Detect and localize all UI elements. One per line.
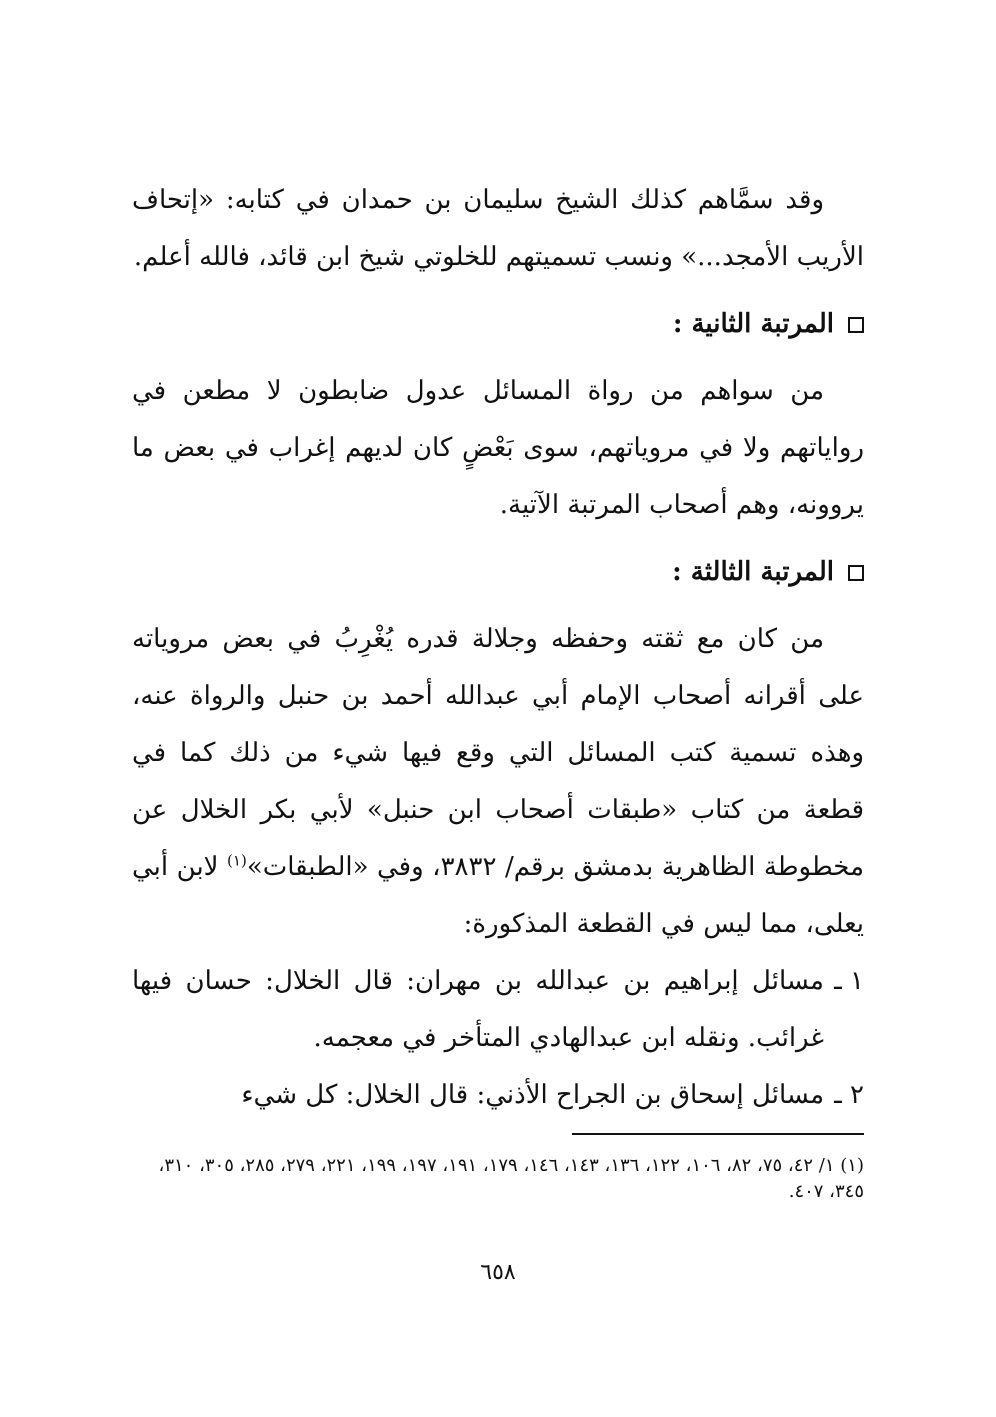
paragraph-1: وقد سمَّاهم كذلك الشيخ سليمان بن حمدان في كتابه: «إتحاف الأريب الأمجد...» ونسب تسميتهم للخلوتي شيخ ابن قائد، فالله أعلم. — [132, 185, 864, 272]
list-item-number: ٢ ـ — [834, 1080, 864, 1110]
list-item-number: ١ ـ — [834, 966, 864, 996]
square-bullet-icon — [848, 317, 864, 333]
main-text — [132, 172, 864, 1124]
paragraph-3 — [132, 611, 864, 953]
page-number: ٦٥٨ — [480, 1260, 516, 1285]
list-item-text: مسائل إبراهيم بن عبدالله بن مهران: قال الخلال: حسان فيها غرائب. ونقله ابن عبدالهادي المتأخر في معجمه. — [132, 966, 824, 1053]
paragraph-3-text-b: لابن أبي يعلى، مما ليس في القطعة المذكورة: — [132, 852, 864, 939]
heading-rank-two — [132, 296, 864, 353]
list-item-text: مسائل إسحاق بن الجراح الأذني: قال الخلال: كل شيء — [241, 1080, 824, 1110]
list-item — [132, 953, 864, 1067]
footnote-text: (١) ١/ ٤٢، ٧٥، ٨٢، ١٠٦، ١٢٢، ١٣٦، ١٤٣، ١٤٦، ١٧٩، ١٩١، ١٩٧، ١٩٩، ٢٢١، ٢٧٩، ٢٨٥، ٣٠٥، ٣١٠، ٣٤٥، ٤٠٧. — [158, 1155, 864, 1202]
paragraph-2: من سواهم من رواة المسائل عدول ضابطون لا مطعن في رواياتهم ولا في مروياتهم، سوى بَعْضٍ كان لديهم إغراب في بعض ما يروونه، وهم أصحاب المرتبة الآتية. — [132, 376, 864, 520]
square-bullet-icon — [848, 565, 864, 581]
footnote-separator — [572, 1133, 864, 1135]
list-item — [132, 1067, 864, 1124]
heading-rank-three-label: المرتبة الثالثة : — [672, 557, 834, 587]
paragraph-3-text-a: من كان مع ثقته وحفظه وجلالة قدره يُغْرِبُ في بعض مروياته على أقرانه أصحاب الإمام أبي عبدالله أحمد بن حنبل والرواة عنه، وهذه تسمية كتب المسائل التي وقع فيها شيء من ذلك كما في قطعة من كتاب «طبقات أصحاب ابن حنبل» لأبي بكر الخلال عن مخطوطة الظاهرية بدمشق برقم/ ٣٨٣٢، وفي «الطبقات» — [132, 624, 864, 882]
heading-rank-two-label: المرتبة الثانية : — [672, 309, 834, 339]
footnote — [132, 1153, 864, 1205]
footnote-reference: (١) — [227, 851, 247, 870]
heading-rank-three — [132, 544, 864, 601]
